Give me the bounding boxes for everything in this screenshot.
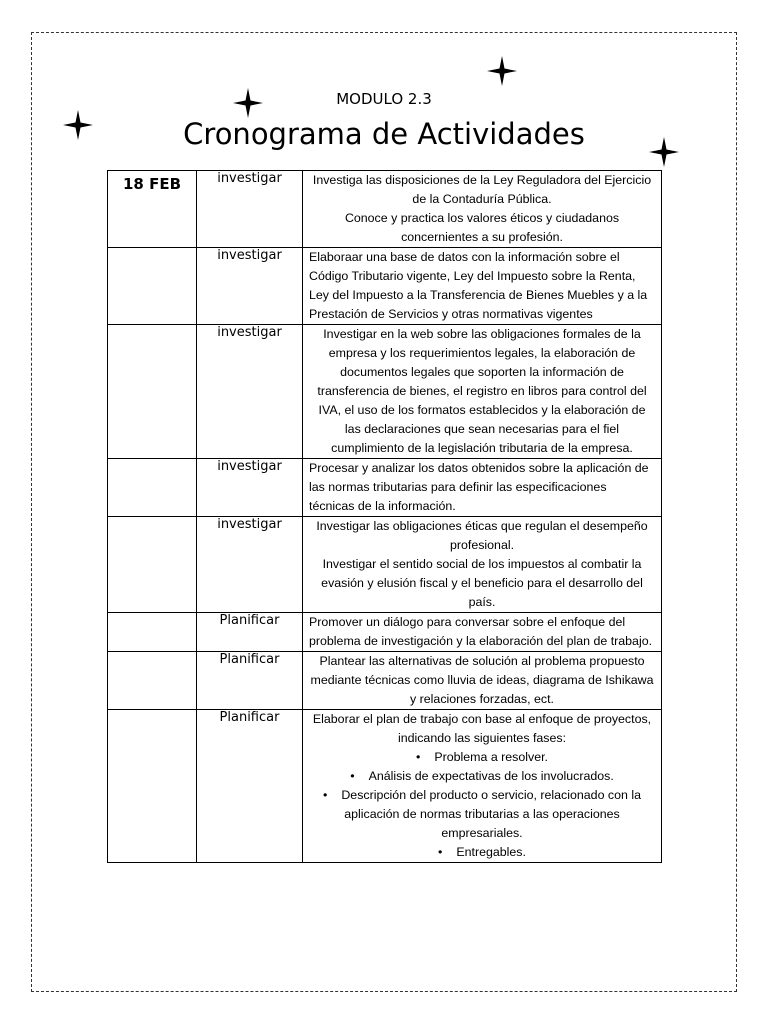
page-title: Cronograma de Actividades — [183, 117, 585, 151]
description-paragraph: Plantear las alternativas de solución al problema propuesto mediante técnicas como lluvia de ideas, diagrama de Ishikawa y relaciones forzadas, ect. — [310, 654, 654, 706]
table-row — [108, 459, 662, 517]
date-cell — [108, 517, 197, 613]
module-label: MODULO 2.3 — [336, 90, 432, 108]
date-cell — [108, 613, 197, 652]
table-row — [108, 710, 662, 863]
activity-cell: Planificar — [197, 652, 303, 710]
activity-cell: investigar — [197, 459, 303, 517]
description-cell — [303, 652, 662, 710]
description-cell — [303, 171, 662, 248]
description-cell — [303, 517, 662, 613]
activity-cell: investigar — [197, 248, 303, 325]
phases-list — [309, 748, 655, 862]
list-item: • Problema a resolver. — [309, 748, 655, 767]
description-cell — [303, 710, 662, 863]
date-cell — [108, 459, 197, 517]
description-cell — [303, 613, 662, 652]
list-item: • Descripción del producto o servicio, relacionado con la aplicación de normas tributarias a las operaciones empresariales. — [309, 786, 655, 843]
description-paragraph: Investigar el sentido social de los impuestos al combatir la evasión y elusión fiscal y el beneficio para el desarrollo del país. — [321, 557, 643, 609]
date-cell — [108, 325, 197, 459]
date-cell — [108, 710, 197, 863]
list-item: • Entregables. — [309, 843, 655, 862]
description-paragraph: Investiga las disposiciones de la Ley Reguladora del Ejercicio de la Contaduría Pública. — [312, 173, 652, 206]
description-cell — [303, 248, 662, 325]
activities-table — [107, 170, 662, 863]
description-paragraph: Investigar las obligaciones éticas que regulan el desempeño profesional. — [316, 519, 648, 552]
table-row — [108, 171, 662, 248]
table-row — [108, 613, 662, 652]
activity-cell: Planificar — [197, 710, 303, 863]
list-item: • Análisis de expectativas de los involucrados. — [309, 767, 655, 786]
activities-table-body — [108, 171, 662, 863]
description-paragraph: Elaboraar una base de datos con la información sobre el Código Tributario vigente, Ley del Impuesto sobre la Renta, Ley del Impuesto a la Transferencia de Bienes Muebles y a la Prestación de Servicios y otras normativas vigentes — [309, 250, 648, 321]
date-cell — [108, 248, 197, 325]
activity-cell: investigar — [197, 325, 303, 459]
description-paragraph: Elaborar el plan de trabajo con base al enfoque de proyectos, indicando las siguientes fases: — [312, 712, 652, 745]
description-cell — [303, 325, 662, 459]
date-cell: 18 FEB — [108, 171, 197, 248]
description-paragraph: Procesar y analizar los datos obtenidos sobre la aplicación de las normas tributarias para definir las especificaciones técnicas de la información. — [309, 461, 649, 513]
description-cell — [303, 459, 662, 517]
description-paragraph: Conoce y practica los valores éticos y ciudadanos concernientes a su profesión. — [344, 211, 620, 244]
activity-cell: investigar — [197, 517, 303, 613]
table-row — [108, 325, 662, 459]
table-row — [108, 248, 662, 325]
activity-cell: investigar — [197, 171, 303, 248]
description-paragraph: Investigar en la web sobre las obligaciones formales de la empresa y los requerimientos legales, la elaboración de documentos legales que soporten la información de transferencia de bienes, el registro en libros para control del IVA, el uso de los formatos establecidos y la elaboración de las declaraciones que sean necesarias para el fiel cumplimiento de la legislación tributaria de la empresa. — [317, 327, 647, 455]
description-paragraph: Promover un diálogo para conversar sobre el enfoque del problema de investigación y la elaboración del plan de trabajo. — [309, 615, 653, 648]
star-icon — [487, 56, 517, 86]
table-row — [108, 517, 662, 613]
activity-cell: Planificar — [197, 613, 303, 652]
date-cell — [108, 652, 197, 710]
table-row — [108, 652, 662, 710]
